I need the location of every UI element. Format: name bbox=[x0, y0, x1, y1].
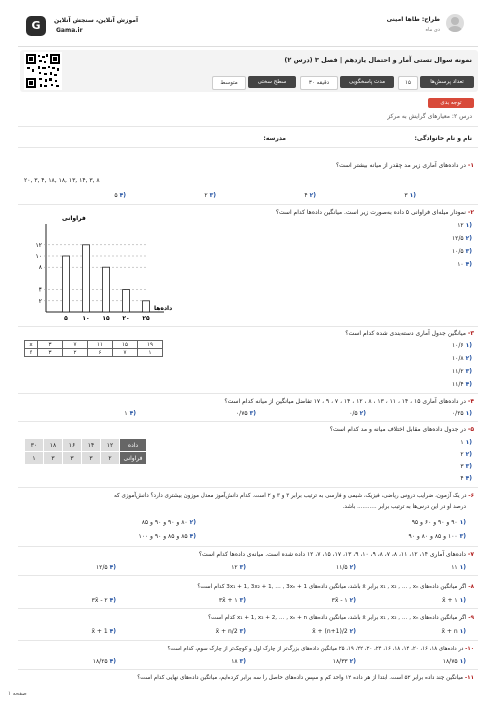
table-cell: ۱۲ bbox=[101, 439, 120, 452]
table-header-cell: فراوانی bbox=[120, 452, 147, 465]
q3-option-2[interactable]: (۲ ۱۰/۸ bbox=[451, 355, 472, 362]
grid-freq-row bbox=[25, 452, 147, 465]
q10-option-4[interactable]: (۴ ۱۸/۲۵ bbox=[92, 658, 116, 665]
level-value: متوسط bbox=[212, 76, 246, 90]
q8-option-3[interactable]: (۳ ۳x̄ + ۱ bbox=[218, 597, 246, 604]
q4-option-1[interactable]: (۱ ۰/۲۵ bbox=[451, 410, 472, 417]
question-4: ۴- در داده‌های آماری ۱۵ ، ۱۴ ، ۱۱ ، ۱۳ ، ۸ ، ۱۲ ، ۱۴ ، ۷ ، ۹ ، ۱۷ تفاضل میانگین از میانه کدام است؟ bbox=[224, 398, 474, 405]
chart-y-tick-label: ۱۲ bbox=[35, 241, 42, 249]
q2-option-4[interactable]: (۴ ۱۰ bbox=[457, 261, 472, 268]
question-3: ۳- میانگین جدول آماری دسته‌بندی شده کدام است؟ bbox=[345, 330, 474, 337]
table-cell: ۳ bbox=[63, 452, 82, 465]
notice-text: درس ۲: معیارهای گرایش به مرکز bbox=[387, 113, 472, 120]
class-table bbox=[24, 340, 163, 357]
table-cell: ۱۱ bbox=[88, 341, 113, 349]
count-label: تعداد پرسش‌ها bbox=[420, 76, 474, 88]
page-number: صفحه ۱ bbox=[8, 691, 27, 697]
question-8: ۸- اگر میانگین داده‌های x₁ , x₂ , … , xₙ برابر x̄ باشد، میانگین داده‌های 3x₁ + 1, 3x₂ + 1, … , 3xₙ + 1 کدام است؟ bbox=[197, 584, 474, 590]
q5-option-2[interactable]: (۲ ۲ bbox=[460, 451, 472, 458]
question-6-line2: درصد او در این درس‌ها به ترتیب برابر ........... باشد. bbox=[342, 504, 466, 510]
school-label: مدرسه: bbox=[263, 135, 286, 142]
count-value: ۱۵ bbox=[398, 76, 418, 90]
q9-option-4[interactable]: (۴ x̄ + 1 bbox=[91, 628, 116, 635]
q6-option-4[interactable]: (۴ ۸۵ و ۸۵ و ۹۰ و ۱۰۰ bbox=[138, 533, 196, 540]
q3-option-3[interactable]: (۳ ۱۱/۲ bbox=[451, 368, 472, 375]
q5-option-4[interactable]: (۴ ۴ bbox=[460, 475, 472, 482]
table-cell: f bbox=[25, 349, 38, 357]
chart-ylabel: فراوانی bbox=[62, 215, 86, 222]
question-11: ۱۱- میانگین چند داده برابر ۵۲ است. ابتدا از هر داده ۱۲ واحد کم و سپس داده‌های حاصل را سه برابر کرده‌ایم، میانگین داده‌های نهایی کدام است؟ bbox=[137, 675, 474, 681]
notice-badge: توجه بدی bbox=[428, 98, 474, 108]
author-name: طراح: طاها امینی bbox=[386, 16, 440, 23]
question-6: ۶- در یک آزمون، ضرایب دروس ریاضی، فیزیک، شیمی و فارسی به ترتیب برابر ۳ و ۳ و ۲ است. کدام دانش‌آموز معدل موزون بیشتری دارد؟ دانش‌آموزی که bbox=[114, 493, 474, 499]
q7-option-1[interactable]: (۱ ۱۱ bbox=[451, 564, 466, 571]
q6-divider bbox=[18, 546, 478, 547]
q1-divider bbox=[18, 204, 478, 205]
chart-x-tick-label: ۱۵ bbox=[102, 315, 110, 322]
table-cell: ۱۴ bbox=[82, 439, 101, 452]
chart-xlabel: داده‌ها bbox=[154, 305, 173, 312]
q5-option-3[interactable]: (۳ ۳ bbox=[460, 463, 472, 470]
q9-divider bbox=[18, 640, 478, 641]
q4-option-2[interactable]: (۲ ۰/۵ bbox=[349, 410, 366, 417]
chart-bar bbox=[103, 267, 110, 312]
q8-option-2[interactable]: (۲ ۳x̄ - ۱ bbox=[331, 597, 356, 604]
notice-divider bbox=[18, 126, 478, 127]
question-1: ۱- در داده‌های آماری زیر مد چقدر از میانه بیشتر است؟ bbox=[335, 162, 474, 169]
table-cell: ۳ bbox=[44, 452, 63, 465]
chart-bar bbox=[143, 301, 150, 312]
q1-option-3[interactable]: (۳ ۲ bbox=[204, 192, 216, 199]
q9-option-2[interactable]: (۲ x̄ + (n+1)/2 bbox=[312, 628, 356, 635]
table-cell: ۱۶ bbox=[63, 439, 82, 452]
brand-site: Gama.ir bbox=[56, 27, 83, 34]
q3-divider bbox=[18, 393, 478, 394]
level-label: سطح سختی bbox=[248, 76, 296, 88]
chart-bar bbox=[63, 256, 70, 312]
q7-option-4[interactable]: (۴ ۱۲/۵ bbox=[95, 564, 116, 571]
q8-option-4[interactable]: (۴ ۳x̄ - ۲ bbox=[91, 597, 116, 604]
q1-option-1[interactable]: (۱ ۳ bbox=[404, 192, 416, 199]
table-header-cell: داده bbox=[120, 439, 147, 452]
q9-option-3[interactable]: (۳ x̄ + n/2 bbox=[215, 628, 246, 635]
q2-option-2[interactable]: (۲ ۱۲/۵ bbox=[451, 235, 472, 242]
q6-option-1[interactable]: (۱ ۹۰ و ۹۰ و ۶۰ و ۹۵ bbox=[411, 519, 466, 526]
q10-option-3[interactable]: (۳ ۱۸ bbox=[231, 658, 246, 665]
table-cell: ۷ bbox=[63, 341, 88, 349]
q2-divider bbox=[18, 326, 478, 327]
table-cell: ۳ bbox=[82, 452, 101, 465]
table-cell: ۲ bbox=[63, 349, 88, 357]
chart-bar bbox=[123, 290, 130, 312]
q7-divider bbox=[18, 575, 478, 576]
q10-option-2[interactable]: (۲ ۱۸/۳۳ bbox=[332, 658, 356, 665]
student-name-label: نام و نام خانوادگی: bbox=[414, 135, 472, 142]
question-10: ۱۰- در داده‌های ۱۸، ۱۶، ۲۰، ۱۴، ۱۸، ۱۶، ۲۴، ۲۰، ۲۲، ۱۹، ۲۵ میانگین داده‌های بزرگ‌تر از چارک اول و کوچک‌تر از چارک سوم، کدام است؟ bbox=[167, 646, 474, 652]
month-label: دی ماه bbox=[425, 27, 440, 33]
question-7: ۷- داده‌های آماری ۱۴، ۱۲، ۱۱، ۸، ۷، ۸، ۹، ۱۰، ۹، ۱۳، ۱۷، ۱۵، ۷، ۱۲ داده شده است. میانه‌ی داده‌ها کدام است؟ bbox=[198, 551, 474, 558]
q5-option-1[interactable]: (۱ ۱ bbox=[460, 439, 472, 446]
table-cell: ۳۰ bbox=[25, 439, 44, 452]
q3-option-1[interactable]: (۱ ۱۰/۶ bbox=[451, 342, 472, 349]
question-5: ۵- در جدول داده‌های مقابل اختلاف میانه و مد کدام است؟ bbox=[329, 426, 474, 433]
qr-code-icon[interactable] bbox=[24, 52, 62, 90]
class-table-f-row bbox=[25, 349, 163, 357]
student-divider bbox=[18, 147, 478, 148]
q4-option-3[interactable]: (۳ ۰/۷۵ bbox=[235, 410, 256, 417]
q9-option-1[interactable]: (۱ x̄ + n bbox=[441, 628, 466, 635]
table-cell: ۲ bbox=[101, 452, 120, 465]
q8-option-1[interactable]: (۱ x̄ + ۱ bbox=[442, 597, 466, 604]
q10-option-1[interactable]: (۱ ۱۸/۷۵ bbox=[442, 658, 466, 665]
table-cell: ۶ bbox=[88, 349, 113, 357]
question-2: ۲- نمودار میله‌ای فراوانی ۵ داده به‌صورت زیر است. میانگین داده‌ها کدام است؟ bbox=[275, 209, 474, 216]
table-cell: x bbox=[25, 341, 38, 349]
table-cell: ۱۵ bbox=[113, 341, 138, 349]
chart-y-tick-label: ۲ bbox=[38, 297, 42, 305]
chart-x-tick-label: ۱۰ bbox=[82, 315, 90, 322]
chart-x-tick-label: ۲۵ bbox=[142, 315, 150, 322]
table-cell: ۱ bbox=[138, 349, 163, 357]
q7-option-3[interactable]: (۳ ۱۲ bbox=[231, 564, 246, 571]
question-1-data: ۲۰, ۳, ۴, ۱۸, ۱۸, ۱۳, ۱۴, ۳, ۸ bbox=[24, 177, 100, 184]
table-cell: ۳ bbox=[38, 341, 63, 349]
table-cell: ۱۸ bbox=[44, 439, 63, 452]
q4-option-4[interactable]: (۴ ۱ bbox=[124, 410, 136, 417]
q3-option-4[interactable]: (۴ ۱۱/۴ bbox=[451, 381, 472, 388]
table-cell: ۷ bbox=[113, 349, 138, 357]
q1-option-2[interactable]: (۲ ۴ bbox=[304, 192, 316, 199]
brand-logo: G bbox=[26, 16, 46, 36]
chart-bar bbox=[83, 245, 90, 312]
grid-data-table bbox=[24, 438, 147, 465]
table-cell: ۱۹ bbox=[138, 341, 163, 349]
header-divider bbox=[18, 46, 478, 47]
chart-y-tick-label: ۴ bbox=[38, 286, 42, 294]
table-cell: ۱ bbox=[25, 452, 44, 465]
table-cell: ۳ bbox=[38, 349, 63, 357]
author-avatar bbox=[446, 14, 464, 32]
chart-y-tick-label: ۱۰ bbox=[35, 253, 42, 260]
q6-option-2[interactable]: (۲ ۸۰ و ۹۰ و ۹۰ و ۸۵ bbox=[141, 519, 196, 526]
q4-divider bbox=[18, 421, 478, 422]
exam-title: نمونه سوال تستی آمار و احتمال یازدهم | فصل ۳ (درس ۲) bbox=[284, 56, 472, 64]
q8-divider bbox=[18, 608, 478, 609]
q7-option-2[interactable]: (۲ ۱۱/۵ bbox=[335, 564, 356, 571]
chart-y-tick-label: ۸ bbox=[38, 264, 42, 272]
chart-x-tick-label: ۵ bbox=[64, 315, 68, 322]
q2-option-1[interactable]: (۱ ۱۲ bbox=[457, 222, 472, 229]
question-9: ۹- اگر میانگین داده‌های x₁ , x₂ , … , xₙ برابر x̄ باشد، میانگین داده‌های x₁ + 1, x₂ + 2, … , xₙ + n کدام است؟ bbox=[208, 615, 474, 621]
time-label: مدت پاسخگویی bbox=[340, 76, 394, 88]
q2-option-3[interactable]: (۳ ۱۰/۵ bbox=[451, 248, 472, 255]
class-table-x-row bbox=[25, 341, 163, 349]
chart-x-tick-label: ۲۰ bbox=[122, 315, 130, 322]
grid-data-row bbox=[25, 439, 147, 452]
q1-option-4[interactable]: (۴ ۵ bbox=[114, 192, 126, 199]
brand-tagline: آموزش آنلاین، سنجش آنلاین bbox=[54, 17, 139, 24]
frequency-bar-chart bbox=[24, 212, 174, 324]
q10-divider bbox=[18, 669, 478, 670]
q6-option-3[interactable]: (۳ ۱۰۰ و ۸۵ و ۸۰ و ۹۰ bbox=[408, 533, 466, 540]
q5-divider bbox=[18, 487, 478, 488]
time-value: ۳۰ دقیقه bbox=[300, 76, 338, 90]
